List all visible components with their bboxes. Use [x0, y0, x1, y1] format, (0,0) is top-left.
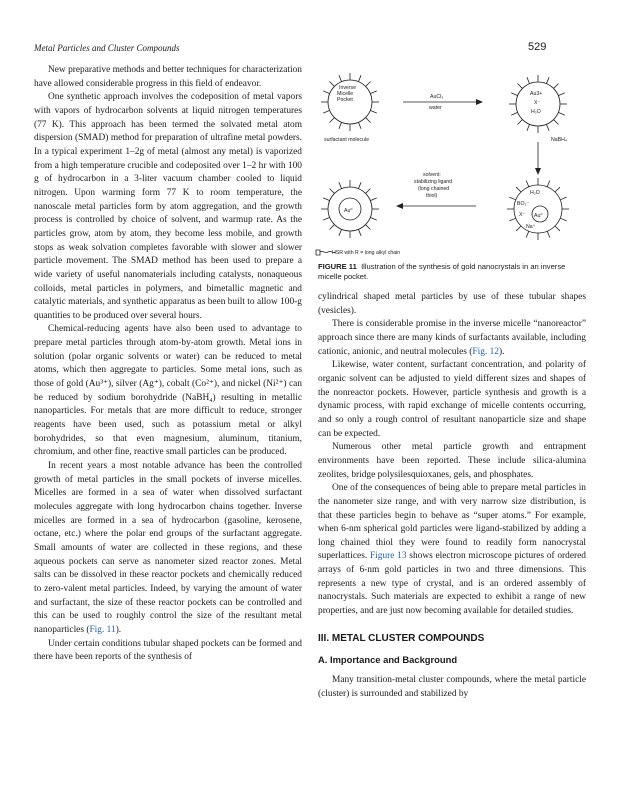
surfactant-tail: [527, 77, 530, 83]
surfactant-tail: [546, 77, 549, 83]
surfactant-tail: [339, 229, 342, 235]
reagent-sub-label: water: [429, 105, 442, 111]
ion-label: Au3+: [530, 91, 543, 97]
surfactant-tail: [554, 120, 559, 125]
surfactant-tail: [370, 198, 376, 201]
surfactant-label: surfactant molecule: [324, 137, 369, 143]
surfactant-tail: [370, 110, 376, 113]
surfactant-tail: [329, 81, 334, 86]
surfactant-tail: [339, 122, 342, 128]
paragraph: Likewise, water content, surfactant concentration, and polarity of organic solvent can be adjusted to yield different sizes and shapes of the nonreactor pockets. However, particle synthesis and growth is a dynamic process, with rapid exchange of micelle contents occurring, and so only a rough control of resultant nanoparticle size and shape can be expected.: [318, 360, 586, 439]
surfactant-tail: [526, 231, 529, 237]
surfactant-tail: [517, 83, 522, 88]
surfactant-tail: [366, 118, 371, 123]
surfactant-tail: [323, 217, 329, 220]
paragraph-text: shows electron microscope pictures of ordered arrays of 6-nm gold particles in two and three dimensions. This represents a new type of crystal, and is an ordered assembly of nanocrystals. Such materials are expected to exhibit a range of new properties, and are just now becoming available for detailed studies.: [318, 551, 586, 617]
nabh4-label: NaBH₄: [551, 137, 567, 143]
paragraph: New preparative methods and better techniques for characterization have allowed considerable progress in this field of endeavor.: [34, 65, 302, 89]
surfactant-tail: [526, 180, 529, 186]
surfactant-tail: [516, 226, 521, 231]
surfactant-tail: [555, 226, 560, 231]
caption-label: FIGURE 11: [318, 262, 357, 271]
solvent-label: solvent:: [423, 172, 441, 178]
figure-12-link[interactable]: Fig. 12: [472, 346, 499, 357]
au0-label: Au⁰: [344, 208, 353, 214]
surfactant-tail: [560, 218, 566, 221]
figure-13-link[interactable]: Figure 13: [369, 551, 407, 562]
paragraph: [34, 460, 302, 638]
paragraph: One synthetic approach involves the codeposition of metal vapors with vapors of hydrocarbon solvents at liquid nitrogen temperatures (77 K). This approach has been termed the solvated metal atom dispersion (SMAD) method for preparation of ultrafine metal powders. In a typical experiment 1–2g of metal (almost any metal) is vaporized from a high temperature crucible and codeposited over 1–2 hr with 100 g of hydrocarbon in a 3-liter vacuum chamber cooled to liquid nitrogen. Upon warming form 77 K to room temperature, the nanoscale metal particles form by atom aggregation, and the growth process is controlled by choice of solvent, and warmup rate. As the particles grow, atom by atom, they become less mobile, and growth stops as weak solvation completes favorable with slower and slower particle movement. The SMAD method has been used to prepare a wide variety of useful nanomaterials including catalysts, nonaqueous colloids, metal particles in polymers, and bimetallic magnetic and catalytic materials, and synthetic apparatus as been built to allow 100-g quantities to be produced over several hours.: [34, 92, 302, 321]
ligand-label: stabilizing ligand: [414, 179, 453, 185]
surfactant-tail: [547, 231, 550, 237]
figure-11: [308, 64, 590, 260]
figure-caption: [318, 262, 586, 282]
surfactant-tail: [339, 75, 342, 81]
paragraph-text: In recent years a most notable advance has been the controlled growth of metal particles in the small pockets of inverse micelles. Micelles are formed in a sea of water when dissolved surfactant molecules aggregate with long hydrocarbon chains together. Inverse micelles are formed in a sea of hydrocarbon (gasoline, kerosene, octane, etc.) where the polar end groups of the surfactant aggregate. Small amounts of water are collected in these regions, and these aqueous pockets can serve as nanometer sized reactor zones. Metal salts can be dissolved in these reactor pockets and chemically reduced to zero-valent metal particles. Indeed, by varying the amount of water and surfactant, the size of these reactor pockets can be controlled and this can be used to roughly control the size of the resultant metal nanoparticles (: [34, 461, 302, 635]
surfactant-tail: [547, 180, 550, 186]
legend-label: HSR with R = long alkyl chain: [332, 250, 401, 256]
surfactant-tail: [546, 124, 549, 130]
surfactant-tail: [516, 187, 521, 192]
surfactant-tail: [366, 188, 371, 193]
paragraph: Many transition-metal cluster compounds, where the metal particle (cluster) is surrounded and stabilized by: [318, 675, 586, 699]
paragraph: Chemical-reducing agents have also been used to advantage to prepare metal particles through atom-by-atom growth. Metal ions in solution (polar organic solvents or water) can be reduced to metal atoms, which then aggregate to particles. Some metal ions, such as those of gold (Au³⁺), silver (Ag⁺), cobalt (Co²⁺), and nickel (Ni²⁺) can be reduced by sodium borohydride (NaBH₄) resulting in metallic nanoparticles. For metals that are more difficult to reduce, stronger reagents have been used, such as potassium metal or alkyl borohydrides, so that even magnesium, aluminum, titanium, chromium, and other fine, reactive small particles can be produced.: [34, 324, 302, 458]
paragraph-text: ).: [498, 346, 505, 357]
ion-label: X⁻: [519, 212, 526, 218]
ion-label: H₂O: [531, 109, 541, 115]
surfactant-tail: [509, 218, 515, 221]
ion-label: Na⁺: [526, 224, 536, 230]
paragraph-text: There is considerable promise in the inverse micelle “nanoreactor” approach since there are many kinds of surfactants available, including cationic, anionic, and neutral molecules (: [318, 319, 586, 357]
figure-11-link[interactable]: Fig. 11: [89, 624, 116, 635]
surfactant-tail: [527, 124, 530, 130]
caption-text: Illustration of the synthesis of gold nanocrystals in an inverse micelle pocket.: [318, 262, 566, 281]
running-title: Metal Particles and Cluster Compounds: [34, 43, 180, 53]
left-column: [34, 64, 302, 665]
paragraph: cylindrical shaped metal particles by use of these tubular shapes (vesicles).: [318, 292, 586, 316]
surfactant-tail: [323, 91, 329, 94]
surfactant-tail: [339, 182, 342, 188]
paragraph-text: One of the consequences of being able to prepare metal particles in the nanometer size range, and with very narrow size distribution, is that these particles begin to behave as “super atoms.” For example, when 6-nm spherical gold particles were ligand-stabilized by adding a long chained thiol they were found to readily form nanocrystal superlattices.: [318, 483, 586, 562]
au0-label: Au⁰: [534, 213, 543, 219]
ligand-label: (long chained: [418, 186, 450, 192]
micelle-label: Inverse Micelle Pocket: [337, 85, 357, 103]
surfactant-tail: [370, 217, 376, 220]
reagent-label: AuCl₃: [430, 94, 444, 100]
surfactant-tail: [509, 197, 515, 200]
paragraph: [318, 318, 586, 359]
surfactant-tail: [511, 93, 517, 96]
ligand-label: thiol): [426, 193, 438, 199]
ion-label: H₂O: [530, 190, 540, 196]
surfactant-tail: [558, 112, 564, 115]
surfactant-tail: [370, 91, 376, 94]
surfactant-tail: [329, 118, 334, 123]
surfactant-tail: [366, 81, 371, 86]
surfactant-tail: [555, 187, 560, 192]
surfactant-tail: [358, 182, 361, 188]
surfactant-tail: [558, 93, 564, 96]
surfactant-tail: [323, 198, 329, 201]
paragraph-text: ).: [115, 624, 122, 635]
surfactant-tail: [517, 120, 522, 125]
surfactant-tail: [358, 122, 361, 128]
subsection-heading: A. Importance and Background: [318, 654, 458, 666]
surfactant-tail: [358, 75, 361, 81]
surfactant-tail: [329, 188, 334, 193]
right-column: [318, 291, 586, 701]
section-heading: III. METAL CLUSTER COMPOUNDS: [318, 632, 485, 644]
surfactant-tail: [329, 225, 334, 230]
surfactant-tail: [323, 110, 329, 113]
ion-label: BO₂⁻: [517, 201, 530, 207]
page-number: 529: [528, 41, 547, 53]
ion-label: X⁻: [534, 100, 541, 106]
surfactant-tail: [554, 83, 559, 88]
surfactant-tail: [358, 229, 361, 235]
paragraph: Under certain conditions tubular shaped pockets can be formed and there have been reports of the synthesis of: [34, 638, 302, 663]
paragraph: Numerous other metal particle growth and entrapment environments have been reported. These include silica-alumina zeolites, bridge polysilesquioxanes, gels, and phosphates.: [318, 442, 586, 480]
surfactant-tail: [511, 112, 517, 115]
surfactant-tail: [560, 197, 566, 200]
surfactant-tail: [366, 225, 371, 230]
paragraph: [318, 482, 586, 619]
micelle-diagram: [308, 64, 590, 260]
